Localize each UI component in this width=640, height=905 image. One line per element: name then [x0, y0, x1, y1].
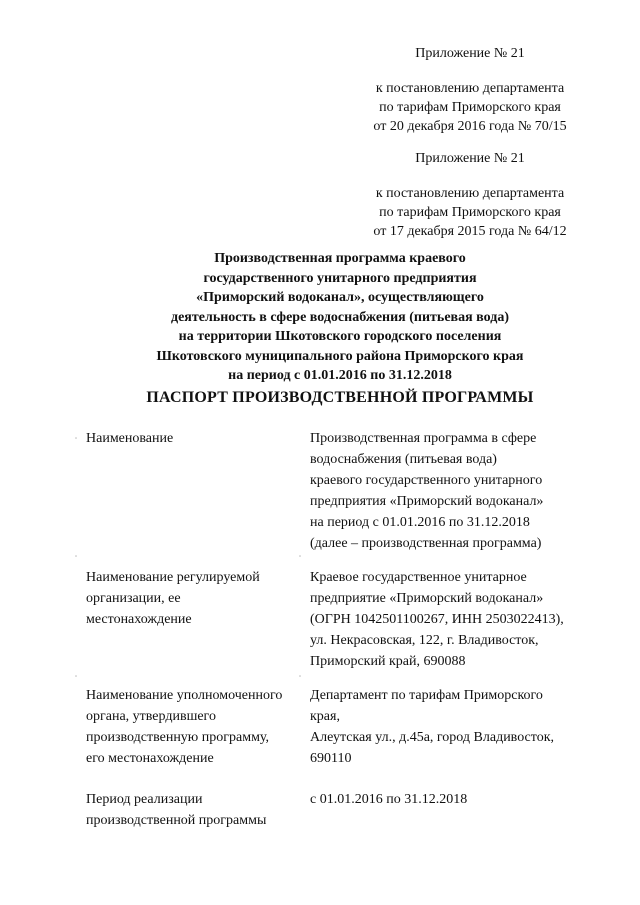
scan-speck [299, 675, 301, 677]
scan-speck [75, 437, 77, 439]
passport-value [310, 789, 610, 810]
appendix-block-2016 [340, 44, 600, 136]
program-title [80, 249, 600, 386]
value-line: Департамент по тарифам Приморского [310, 688, 543, 703]
value-line: Производственная программа в сфере [310, 431, 537, 446]
appendix-title: Приложение № 21 [415, 151, 525, 166]
value-line: с 01.01.2016 по 31.12.2018 [310, 792, 468, 807]
value-line: Алеутская ул., д.45а, город Владивосток, [310, 730, 554, 745]
label-line: Наименование регулируемой [86, 570, 260, 585]
appendix-line: к постановлению департамента [375, 81, 565, 96]
appendix-title: Приложение № 21 [415, 46, 525, 61]
label-line: органа, утвердившего [86, 709, 216, 724]
value-line: предприятие «Приморский водоканал» [310, 591, 544, 606]
value-line: краевого государственного унитарного [310, 473, 543, 488]
program-title-line: «Приморский водоканал», осуществляющего [196, 290, 484, 305]
value-line: края, [310, 709, 340, 724]
program-title-line: деятельность в сфере водоснабжения (питьевая вода) [171, 309, 509, 325]
scan-speck [75, 675, 77, 677]
label-line: Период реализации [86, 792, 203, 807]
value-line: ул. Некрасовская, 122, г. Владивосток, [310, 633, 539, 648]
passport-label [86, 789, 301, 831]
appendix-line: от 17 декабря 2015 года № 64/12 [373, 224, 567, 239]
appendix-line: от 20 декабря 2016 года № 70/15 [373, 119, 567, 134]
program-title-line: на период с 01.01.2016 по 31.12.2018 [228, 368, 452, 383]
label-line: местонахождение [86, 612, 192, 627]
appendix-line: по тарифам Приморского края [379, 205, 561, 220]
appendix-line: к постановлению департамента [375, 186, 565, 201]
passport-label [86, 567, 301, 630]
value-line: 690110 [310, 751, 352, 766]
value-line: (далее – производственная программа) [310, 536, 542, 551]
value-line: водоснабжения (питьевая вода) [310, 452, 497, 467]
passport-label [86, 428, 301, 449]
program-title-line: на территории Шкотовского городского поселения [178, 329, 502, 344]
value-line: (ОГРН 1042501100267, ИНН 2503022413), [310, 612, 564, 627]
label-line: его местонахождение [86, 751, 214, 766]
scan-speck [75, 555, 77, 557]
label-line: Наименование уполномоченного [86, 688, 283, 703]
value-line: Краевое государственное унитарное [310, 570, 527, 585]
value-line: на период с 01.01.2016 по 31.12.2018 [310, 515, 530, 530]
appendix-block-2015 [340, 149, 600, 241]
passport-label [86, 685, 301, 769]
program-title-line: Производственная программа краевого [214, 251, 466, 266]
program-title-line: Шкотовского муниципального района Приморского края [156, 348, 524, 364]
passport-value [310, 428, 610, 554]
passport-value [310, 567, 610, 672]
scan-speck [299, 555, 301, 557]
label-line: организации, ее [86, 591, 181, 606]
value-line: предприятия «Приморский водоканал» [310, 494, 544, 509]
label-line: производственную программу, [86, 730, 270, 745]
value-line: Приморский край, 690088 [310, 654, 466, 669]
passport-value [310, 685, 610, 769]
passport-heading: ПАСПОРТ ПРОИЗВОДСТВЕННОЙ ПРОГРАММЫ [146, 389, 534, 406]
label-line: Наименование [86, 431, 174, 446]
appendix-line: по тарифам Приморского края [379, 100, 561, 115]
label-line: производственной программы [86, 813, 267, 828]
program-title-line: государственного унитарного предприятия [203, 270, 477, 286]
